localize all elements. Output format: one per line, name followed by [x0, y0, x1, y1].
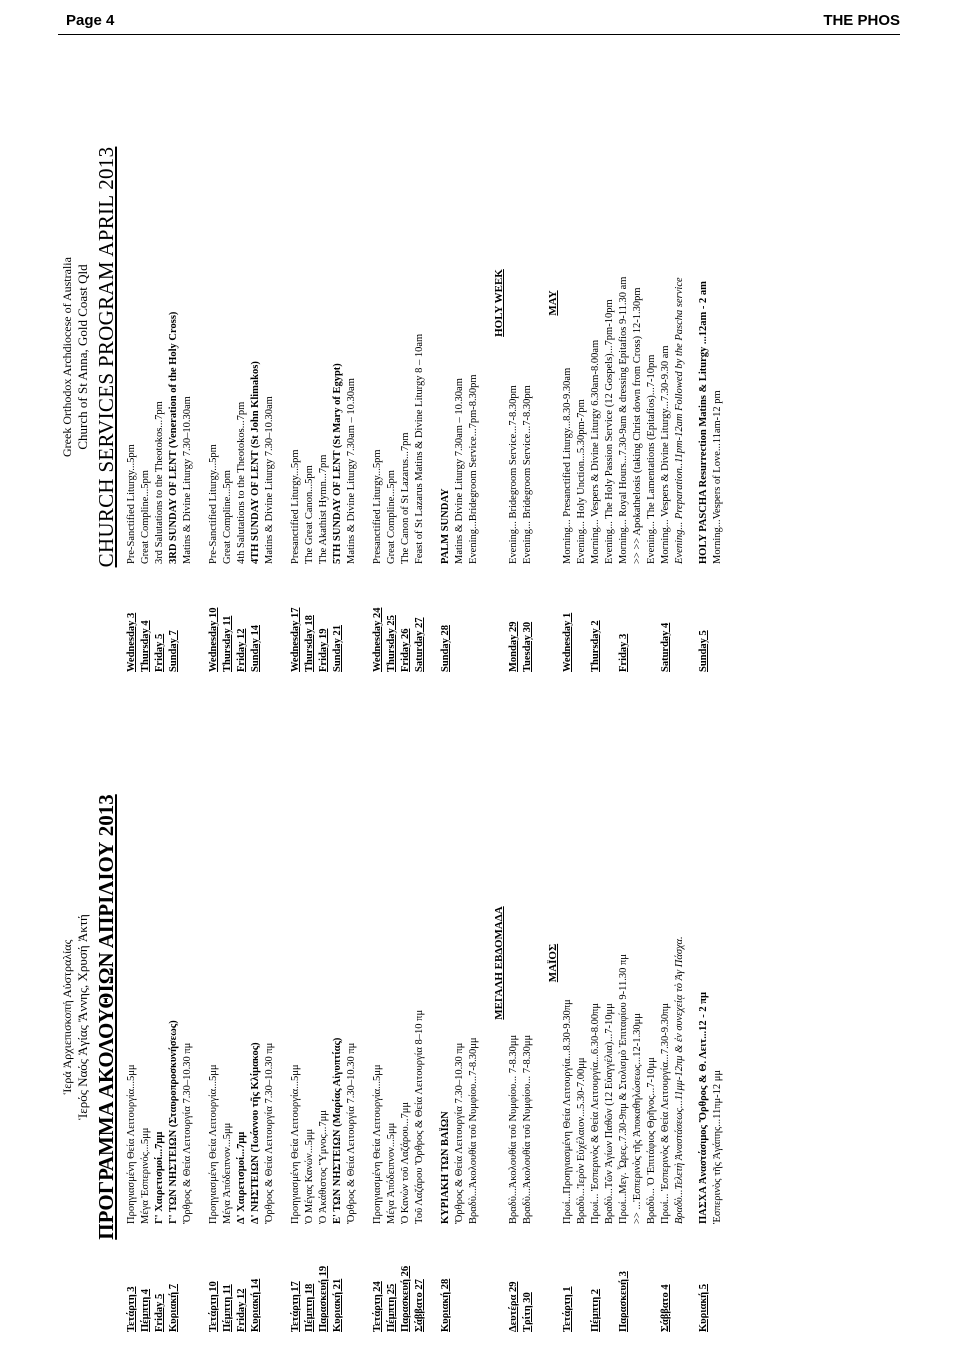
entry-services	[317, 702, 331, 1224]
service-line: Presanctified Liturgy...5pm	[372, 449, 383, 564]
service-line: The Canon of St Lazarus...7pm	[400, 432, 411, 564]
greek-program-title: ΠΡΟΓΡΑΜΜΑ ΑΚΟΛΟΥΘΙΩΝ ΑΠΡΙΛΙΟΥ 2013	[94, 794, 118, 1240]
schedule-entry	[617, 42, 659, 672]
service-line: ΚΥΡΙΑΚΗ ΤΩΝ ΒΑΪΩΝ	[440, 1111, 451, 1224]
schedule-entry	[221, 42, 235, 672]
entry-services	[413, 702, 427, 1224]
entry-day: Saturday 27	[414, 617, 425, 672]
service-line: Γ' Χαιρετισμοί...7μμ	[154, 1131, 165, 1224]
entry-services	[507, 702, 521, 1224]
week-group	[371, 702, 427, 1332]
entry-services	[221, 42, 235, 564]
entry-services	[371, 702, 385, 1224]
entry-services	[331, 42, 359, 564]
holy-week-heading: ΜΕΓΑΛΗ ΕΒΔΟΜΑΔΑ	[493, 906, 505, 1020]
schedule-entry	[331, 42, 359, 672]
publication-name: THE PHOS	[823, 12, 900, 29]
schedule-entry	[439, 42, 481, 672]
entry-day: Τετάρτη 3	[126, 1286, 137, 1332]
week-group	[439, 42, 481, 672]
service-line: Προηγιασμένη Θεία Λειτουργία...5μμ	[126, 1064, 137, 1224]
service-line: PALM SUNDAY	[440, 488, 451, 564]
service-line: Βραδὺ... Ὁ Ἐπιτάφιος Θρῆνος...7-10μμ	[646, 1057, 657, 1224]
service-line: Μέγα Ἀπόδειπνον...5μμ	[222, 1122, 233, 1224]
entry-services	[521, 702, 535, 1224]
week-group	[125, 702, 195, 1332]
week-group	[371, 42, 427, 672]
greek-archdiocese: Ἱερά Ἀρχιεπισκοπή Αὐστραλίας	[60, 939, 74, 1095]
entry-services	[385, 702, 399, 1224]
entry-services	[507, 42, 521, 564]
schedule-entry	[207, 42, 221, 672]
schedule-entry	[561, 42, 589, 672]
entry-day: Friday 26	[400, 628, 411, 672]
service-line: Feast of St Lazarus Matins & Divine Liturgy 8 – 10am	[414, 333, 425, 564]
schedule-entry	[289, 42, 303, 672]
service-line: Great Compline...5pm	[140, 470, 151, 564]
service-line: Βραδὺ...Ἀκολουθία τοῦ Νυμφίου...7-8.30μμ	[468, 1037, 479, 1224]
entry-day: Πέμπτη 11	[222, 1284, 233, 1332]
entry-services	[413, 42, 427, 564]
entry-day: Wednesday 3	[126, 612, 137, 672]
english-archdiocese: Greek Orthodox Archdiocese of Australia	[60, 257, 74, 457]
schedule-entry	[153, 702, 167, 1332]
service-line: Matins & Divine Liturgy 7.30–10.30am	[182, 396, 193, 564]
english-schedule	[125, 42, 725, 672]
entry-day: Sunday 21	[332, 625, 343, 672]
entry-services	[617, 702, 659, 1224]
service-line: Ὄρθρος & Θεία Λειτουργία 7.30–10.30 πμ	[182, 1042, 193, 1224]
service-line: Matins & Divine Liturgy 7.30am – 10.30am	[346, 378, 357, 564]
entry-services	[249, 42, 277, 564]
entry-services	[153, 702, 167, 1224]
schedule-entry	[589, 702, 617, 1332]
greek-church-name: Ἱερός Ναός Ἁγίας Ἄννης, Χρυσή Ἀκτή	[75, 914, 90, 1120]
entry-services	[659, 702, 687, 1224]
entry-day: Sunday 28	[440, 625, 451, 672]
entry-day: Πέμπτη 2	[590, 1288, 601, 1332]
entry-services	[303, 702, 317, 1224]
may-heading: MAY	[547, 290, 559, 316]
service-line: Evening... Bridegroom Service...7-8.30pm	[508, 385, 519, 564]
service-line: Morning...Vespers of Love...11am-12 pm	[712, 390, 723, 564]
entry-services	[439, 702, 481, 1224]
entry-day: Wednesday 1	[562, 612, 573, 672]
schedule-entry	[139, 702, 153, 1332]
entry-day: Wednesday 17	[290, 607, 301, 672]
service-line: >> ...Ἑσπερινὸς τῆς Ἀποκαθηλώσεως...12-1.30μμ	[632, 1013, 643, 1224]
entry-services	[289, 702, 303, 1224]
schedule-entry	[589, 42, 617, 672]
schedule-entry	[659, 42, 687, 672]
service-line: Πρωί...Προηγιασμένη Θεία Λειτουργία...8.30-9.30πμ	[562, 999, 573, 1224]
service-line: ΠΑΣΧΑ Ἀναστάσιμος Ὄρθρος & Θ. Λειτ...12 - 2 πμ	[698, 991, 709, 1224]
entry-day: Tuesday 30	[522, 621, 533, 672]
service-line: Matins & Divine Liturgy 7.30am – 10.30am	[454, 378, 465, 564]
service-line: Βραδὺ...Ἱερὸν Εὐχέλαιον...5.30-7.00μμ	[576, 1057, 587, 1224]
entry-day: Κυριακή 14	[250, 1278, 261, 1332]
service-line: 3rd Salutations to the Theotokos...7pm	[154, 401, 165, 564]
week-group	[207, 42, 277, 672]
schedule-entry	[413, 42, 427, 672]
entry-services	[139, 42, 153, 564]
entry-day: Monday 29	[508, 621, 519, 672]
service-line: Matins & Divine Liturgy 7.30–10.30am	[264, 396, 275, 564]
entry-services	[561, 42, 589, 564]
schedule-entry	[521, 42, 535, 672]
schedule-entry	[317, 702, 331, 1332]
service-line: Μέγα Ἀπόδειπνον...5μμ	[386, 1122, 397, 1224]
schedule-entry	[507, 42, 521, 672]
service-line: Evening...Bridegroom Service...7pm-8.30pm	[468, 374, 479, 564]
may-group	[561, 42, 725, 672]
entry-day: Wednesday 10	[208, 607, 219, 672]
entry-services	[289, 42, 303, 564]
schedule-entry	[507, 702, 521, 1332]
schedule-entry	[303, 42, 317, 672]
schedule-entry	[249, 702, 277, 1332]
rotated-content	[60, 42, 900, 1332]
service-line: The Great Canon...5pm	[304, 465, 315, 564]
service-line: Morning... Royal Hours...7.30-9am & dressing Epitafios 9-11.30 am	[618, 276, 629, 564]
schedule-entry	[399, 702, 413, 1332]
entry-services	[303, 42, 317, 564]
service-line: Προηγιασμένη Θεία Λειτουργία...5μμ	[372, 1064, 383, 1224]
schedule-entry	[697, 702, 725, 1332]
schedule-entry	[659, 702, 687, 1332]
entry-services	[125, 702, 139, 1224]
schedule-entry	[413, 702, 427, 1332]
service-line: The Akathist Hymn...7pm	[318, 454, 329, 564]
entry-day: Παρασκευή 19	[318, 1265, 329, 1332]
schedule-entry	[289, 702, 303, 1332]
entry-day: Thursday 18	[304, 615, 315, 672]
schedule-entry	[697, 42, 725, 672]
entry-services	[371, 42, 385, 564]
service-line: Evening... Preparation..11pm-12am Followed by the Pascha service	[674, 277, 685, 564]
schedule-entry	[207, 702, 221, 1332]
service-line: Morning... Presanctified Liturgy...8.30-9.30am	[562, 367, 573, 564]
service-line: >> >> Apokathelosis (taking Christ down from Cross) 12-1.30pm	[632, 287, 643, 564]
holy-week-heading: HOLY WEEK	[493, 269, 505, 337]
service-line: Great Compline...5pm	[386, 470, 397, 564]
entry-services	[207, 702, 221, 1224]
entry-day: Friday 5	[154, 1293, 165, 1332]
schedule-entry	[385, 702, 399, 1332]
entry-day: Thursday 11	[222, 615, 233, 672]
entry-services	[235, 42, 249, 564]
entry-services	[399, 702, 413, 1224]
entry-services	[385, 42, 399, 564]
service-line: 4TH SUNDAY OF LENT (St John Klimakos)	[250, 361, 261, 564]
service-line: Evening... Holy Unction...5.30pm-7pm	[576, 399, 587, 564]
entry-services	[561, 702, 589, 1224]
service-line: Προηγιασμένη Θεία Λειτουργία...5μμ	[208, 1064, 219, 1224]
entry-day: Κυριακή 7	[168, 1283, 179, 1332]
schedule-entry	[439, 702, 481, 1332]
holy-week-group	[507, 42, 535, 672]
entry-services	[153, 42, 167, 564]
entry-day: Sunday 7	[168, 630, 179, 672]
entry-day: Παρασκευή 26	[400, 1265, 411, 1332]
entry-day: Thursday 4	[140, 620, 151, 672]
schedule-entry	[249, 42, 277, 672]
schedule-entry	[235, 702, 249, 1332]
entry-services	[439, 42, 481, 564]
entry-day: Κυριακή 21	[332, 1278, 343, 1332]
header-rule	[58, 34, 900, 35]
entry-day: Σάββατο 4	[660, 1284, 671, 1332]
holy-week-group	[507, 702, 535, 1332]
schedule-entry	[317, 42, 331, 672]
greek-header	[60, 702, 90, 1332]
entry-services	[249, 702, 277, 1224]
entry-day: Πέμπτη 25	[386, 1283, 397, 1332]
may-group	[561, 702, 725, 1332]
entry-services	[589, 42, 617, 564]
schedule-entry	[125, 42, 139, 672]
entry-services	[317, 42, 331, 564]
schedule-entry	[221, 702, 235, 1332]
entry-day: Κυριακή 5	[698, 1283, 709, 1332]
service-line: Morning... Vespers & Divine Liturgy 6.30am-8.00am	[590, 339, 601, 564]
entry-day: Τρίτη 30	[522, 1292, 533, 1332]
service-line: Ὁ Ἀκάθιστος Ὕμνος...7μμ	[318, 1110, 329, 1224]
entry-day: Τετάρτη 24	[372, 1281, 383, 1332]
service-line: Morning... Vespers & Divine Liturgy...7.30-9.30 am	[660, 345, 671, 564]
entry-day: Friday 19	[318, 628, 329, 672]
entry-day: Thursday 25	[386, 615, 397, 672]
entry-day: Δευτέρα 29	[508, 1281, 519, 1332]
entry-day: Τετάρτη 10	[208, 1281, 219, 1332]
entry-day: Σάββατο 27	[414, 1279, 425, 1332]
english-program-title: CHURCH SERVICES PROGRAM APRIL 2013	[94, 146, 118, 568]
service-line: Ὄρθρος & Θεία Λειτουργία 7.30–10.30 πμ	[264, 1042, 275, 1224]
schedule-entry	[235, 42, 249, 672]
service-line: Γ' ΤΩΝ ΝΗΣΤΕΙΩΝ (Σταυροπροσκυνήσεως)	[168, 1020, 179, 1224]
service-line: Great Compline...5pm	[222, 470, 233, 564]
schedule-entry	[561, 702, 589, 1332]
week-group	[207, 702, 277, 1332]
entry-services	[399, 42, 413, 564]
page-number: Page 4	[66, 12, 115, 29]
entry-services	[697, 42, 725, 564]
service-line: Δ' Χαιρετισμοί...7μμ	[236, 1131, 247, 1224]
service-line: Pre-Sanctified Liturgy...5pm	[208, 444, 219, 564]
service-line: Evening... The Lamentations (Epitafios)...7-10pm	[646, 354, 657, 564]
entry-day: Wednesday 24	[372, 607, 383, 672]
service-line: Presanctified Liturgy...5pm	[290, 449, 301, 564]
entry-services	[697, 702, 725, 1224]
service-line: Βραδὺ...Ἀκολουθία τοῦ Νυμφίου... 7-8.30μμ	[508, 1034, 519, 1224]
entry-day: Sunday 5	[698, 630, 709, 672]
entry-day: Saturday 4	[660, 622, 671, 672]
entry-services	[331, 702, 359, 1224]
service-line: Evening... Bridegroom Service...7-8.30pm	[522, 385, 533, 564]
may-heading: ΜΑΪΟΣ	[547, 943, 559, 983]
schedule-entry	[303, 702, 317, 1332]
schedule-entry	[153, 42, 167, 672]
schedule-entry	[167, 702, 195, 1332]
entry-day: Παρασκευή 3	[618, 1271, 629, 1332]
service-line: Ὄρθρος & Θεία Λειτουργία 7.30–10.30 πμ	[346, 1042, 357, 1224]
service-line: Βραδὺ...Τελετὴ Ἀναστάσεως...11μμ-12πμ & ἐν συνεχείᾳ τὸ Ἁγ Πάσχα.	[674, 936, 685, 1224]
entry-services	[167, 702, 195, 1224]
entry-day: Friday 12	[236, 628, 247, 672]
greek-column	[60, 702, 900, 1332]
entry-services	[521, 42, 535, 564]
entry-day: Τετάρτη 17	[290, 1281, 301, 1332]
schedule-entry	[167, 42, 195, 672]
service-line: Ὁ Κανὼν τοῦ Λαζάρου...7μμ	[400, 1101, 411, 1224]
schedule-entry	[399, 42, 413, 672]
entry-services	[125, 42, 139, 564]
entry-day: Πέμπτη 4	[140, 1288, 151, 1332]
service-line: HOLY PASCHA Resurrection Matins & Liturgy ...12am - 2 am	[698, 281, 709, 564]
schedule-entry	[371, 42, 385, 672]
schedule-entry	[385, 42, 399, 672]
service-line: Δ' ΝΗΣΤΕΙΩΝ (Ἰωάννου τῆς Κλίμακος)	[250, 1042, 261, 1224]
entry-day: Thursday 2	[590, 620, 601, 672]
service-line: Ἑσπερινὸς τῆς Ἀγάπης...11πμ-12 μμ	[712, 1069, 723, 1224]
english-header	[60, 42, 90, 672]
english-church-name: Church of St Anna, Gold Coast Qld	[75, 264, 90, 450]
service-line: Ὄρθρος & Θεία Λειτουργία 7.30–10.30 πμ	[454, 1042, 465, 1224]
service-line: Πρωί... Ἑσπερινὸς & Θεία Λειτουργία...6.30-8.00πμ	[590, 1002, 601, 1224]
schedule-entry	[125, 702, 139, 1332]
service-line: 3RD SUNDAY OF LENT (Veneration of the Holy Cross)	[168, 311, 179, 564]
entry-day: Τετάρτη 1	[562, 1286, 573, 1332]
page-header	[0, 0, 960, 38]
entry-services	[589, 702, 617, 1224]
entry-day: Πέμπτη 18	[304, 1283, 315, 1332]
service-line: Προηγιασμένη Θεία Λειτουργία...5μμ	[290, 1064, 301, 1224]
schedule-entry	[371, 702, 385, 1332]
service-line: Πρωί...Μεγ. Ὧρες..7.30-9πμ & Στολισμὸ Ἐπιταφίου 9-11.30 πμ	[618, 954, 629, 1224]
service-line: Evening... The Holy Passion Service (12 Gospels)...7pm-10pm	[604, 299, 615, 564]
schedule-entry	[521, 702, 535, 1332]
entry-day: Friday 5	[154, 633, 165, 672]
week-group	[289, 42, 359, 672]
service-line: Τοῦ Λαζάρου Ὄρθρος & Θεία Λειτουργία 8–10 πμ	[414, 1009, 425, 1224]
greek-schedule	[125, 702, 725, 1332]
entry-services	[235, 702, 249, 1224]
service-line: 4th Salutations to the Theotokos...7pm	[236, 401, 247, 564]
entry-services	[167, 42, 195, 564]
english-column	[60, 42, 900, 672]
entry-day: Friday 12	[236, 1288, 247, 1332]
service-line: Βραδὺ...Ἀκολουθία τοῦ Νυμφίου... 7-8.30μμ	[522, 1034, 533, 1224]
schedule-entry	[331, 702, 359, 1332]
entry-services	[221, 702, 235, 1224]
service-line: Μέγα Ἑσπερινός...5μμ	[140, 1127, 151, 1224]
entry-services	[139, 702, 153, 1224]
schedule-entry	[139, 42, 153, 672]
service-line: Pre-Sanctified Liturgy...5pm	[126, 444, 137, 564]
service-line: Πρωί... Ἑσπερινὸς & Θεία Λειτουργία...7.30-9.30πμ	[660, 1002, 671, 1224]
entry-day: Sunday 14	[250, 625, 261, 672]
week-group	[289, 702, 359, 1332]
entry-services	[617, 42, 659, 564]
schedule-entry	[617, 702, 659, 1332]
entry-day: Κυριακή 28	[440, 1278, 451, 1332]
entry-services	[207, 42, 221, 564]
entry-day: Friday 3	[618, 633, 629, 672]
entry-services	[659, 42, 687, 564]
week-group	[439, 702, 481, 1332]
week-group	[125, 42, 195, 672]
service-line: 5TH SUNDAY OF LENT (St Mary of Egypt)	[332, 363, 343, 564]
service-line: Ε' ΤΩΝ ΝΗΣΤΕΙΩΝ (Μαρίας Αἰγυπτίας)	[332, 1037, 343, 1224]
service-line: Βραδὺ...Τῶν Ἁγίων Παθῶν (12 Εὐαγγέλια)...7-10μμ	[604, 1003, 615, 1224]
service-line: Ὁ Μέγας Κανών...5μμ	[304, 1128, 315, 1224]
